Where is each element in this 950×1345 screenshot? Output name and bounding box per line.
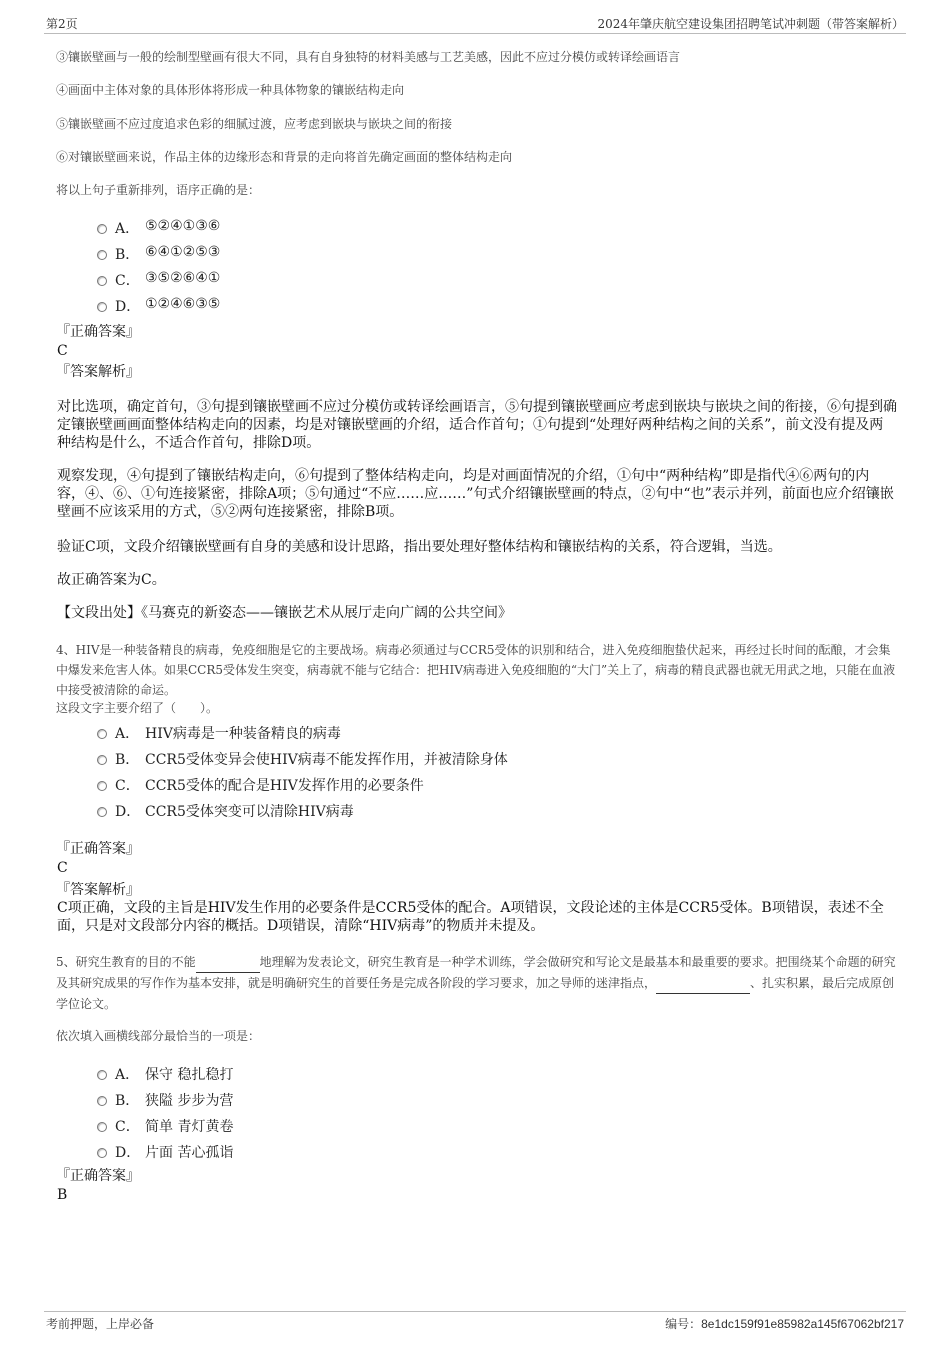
radio-icon[interactable] bbox=[97, 250, 107, 260]
option-letter: A． bbox=[115, 1067, 140, 1083]
stem-part-1: 5、研究生教育的目的不能 bbox=[56, 955, 196, 969]
analysis-label: 『答案解析』 bbox=[56, 364, 140, 380]
option-text: ⑤②④①③⑥ bbox=[145, 218, 221, 234]
statement-5: ⑤镶嵌壁画不应过度追求色彩的细腻过渡，应考虑到嵌块与嵌块之间的衔接 bbox=[56, 117, 453, 131]
option-text: 片面 苦心孤诣 bbox=[145, 1145, 234, 1161]
radio-icon[interactable] bbox=[97, 276, 107, 286]
footer-slogan: 考前押题，上岸必备 bbox=[46, 1317, 155, 1331]
answer-label: 『正确答案』 bbox=[56, 1168, 140, 1184]
radio-icon[interactable] bbox=[97, 1148, 107, 1158]
analysis-paragraph-1: 对比选项，确定首句，③句提到镶嵌壁画不应过分模仿或转译绘画语言，⑤句提到镶嵌壁画应考虑到嵌块与嵌块之间的衔接，⑥句提到确定镶嵌壁画画面整体结构走向的因素，均是对镶嵌壁画的介绍，适合作首句；①句提到“处理好两种结构之间的关系”，前文没有提及两种结构是什么，不适合作首句，排除D项。 bbox=[57, 399, 897, 451]
radio-icon[interactable] bbox=[97, 1122, 107, 1132]
option-letter: D． bbox=[115, 299, 141, 315]
option-letter: B． bbox=[115, 1093, 140, 1109]
option-letter: D． bbox=[115, 1145, 141, 1161]
radio-icon[interactable] bbox=[97, 807, 107, 817]
analysis-paragraph-2: 观察发现，④句提到了镶嵌结构走向，⑥句提到了整体结构走向，均是对画面情况的介绍，①句中“两种结构”即是指代④⑥两句的内容，④、⑥、①句连接紧密，排除A项；⑤句通过“不应……应……”句式介绍镶嵌壁画的特点，②句中“也”表示并列，前面也应介绍镶嵌壁画不应该采用的方式，⑤②两句连接紧密，排除B项。 bbox=[57, 468, 894, 520]
answer-label: 『正确答案』 bbox=[56, 324, 140, 340]
analysis-paragraph-3: 验证C项，文段介绍镶嵌壁画有自身的美感和设计思路，指出要处理好整体结构和镶嵌结构的关系，符合逻辑，当选。 bbox=[57, 539, 782, 555]
question-prompt: 将以上句子重新排列，语序正确的是： bbox=[56, 183, 261, 197]
option-text: 简单 青灯黄卷 bbox=[145, 1119, 234, 1135]
option-text: 狭隘 步步为营 bbox=[145, 1093, 234, 1109]
document-title: 2024年肇庆航空建设集团招聘笔试冲刺题（带答案解析） bbox=[597, 17, 904, 31]
footer-code-value: 8e1dc159f91e85982a145f67062bf217 bbox=[701, 1317, 904, 1331]
header-divider bbox=[44, 33, 906, 34]
option-letter: D． bbox=[115, 804, 141, 820]
footer-divider bbox=[44, 1311, 906, 1312]
option-text: HIV病毒是一种装备精良的病毒 bbox=[145, 726, 341, 742]
answer-value: C bbox=[57, 343, 68, 359]
option-text: ③⑤②⑥④① bbox=[145, 270, 221, 286]
option-letter: C． bbox=[115, 273, 140, 289]
footer-code bbox=[665, 1315, 904, 1332]
passage-source: 【文段出处】《马赛克的新姿态——镶嵌艺术从展厅走向广阔的公共空间》 bbox=[57, 605, 512, 621]
stem-part-2: 地理解为发表论文，研究生教育是一种学术训练，学会做研究和写论文是最基本和最重要的要求。把围绕某个命题的研究及其研究成果的写作作为基本安排，就是明确研究生的首要任务是完成各阶段的学习要求，加之导师的迷津指点， bbox=[56, 955, 896, 990]
statement-3: ③镶嵌壁画与一般的绘制型壁画有很大不同，具有自身独特的材料美感与工艺美感，因此不应过分模仿或转译绘画语言 bbox=[56, 50, 681, 64]
radio-icon[interactable] bbox=[97, 755, 107, 765]
option-text: CCR5受体的配合是HIV发挥作用的必要条件 bbox=[145, 778, 424, 794]
option-letter: B． bbox=[115, 247, 140, 263]
option-text: ①②④⑥③⑤ bbox=[145, 296, 221, 312]
radio-icon[interactable] bbox=[97, 1096, 107, 1106]
page-number: 第2页 bbox=[46, 17, 78, 31]
radio-icon[interactable] bbox=[97, 729, 107, 739]
analysis-label: 『答案解析』 bbox=[56, 882, 140, 898]
option-letter: A． bbox=[115, 726, 140, 742]
radio-icon[interactable] bbox=[97, 302, 107, 312]
analysis-paragraph-4: 故正确答案为C。 bbox=[57, 572, 166, 588]
option-letter: A． bbox=[115, 221, 140, 237]
radio-icon[interactable] bbox=[97, 224, 107, 234]
answer-label: 『正确答案』 bbox=[56, 841, 140, 857]
radio-icon[interactable] bbox=[97, 781, 107, 791]
option-text: CCR5受体变异会使HIV病毒不能发挥作用，并被清除身体 bbox=[145, 752, 508, 768]
stem-part-3: 、扎实积累，最后完成原创学位论文。 bbox=[56, 976, 895, 1011]
question-4-stem: 4、HIV是一种装备精良的病毒，免疫细胞是它的主要战场。病毒必须通过与CCR5受体的识别和结合，进入免疫细胞蛰伏起来，再经过长时间的酝酿，才会集中爆发来危害人体。如果CCR5受体发生突变，病毒就不能与它结合：把HIV病毒进入免疫细胞的“大门”关上了，病毒的精良武器也就无用武之地，只能在血液中接受被清除的命运。 bbox=[56, 643, 896, 697]
statement-6: ⑥对镶嵌壁画来说，作品主体的边缘形态和背景的走向将首先确定画面的整体结构走向 bbox=[56, 150, 513, 164]
option-text: CCR5受体突变可以清除HIV病毒 bbox=[145, 804, 354, 820]
option-letter: B． bbox=[115, 752, 140, 768]
option-text: 保守 稳扎稳打 bbox=[145, 1067, 234, 1083]
answer-value: B bbox=[57, 1187, 68, 1203]
radio-icon[interactable] bbox=[97, 1070, 107, 1080]
question-5-prompt: 依次填入画横线部分最恰当的一项是： bbox=[56, 1029, 261, 1043]
option-letter: C． bbox=[115, 1119, 140, 1135]
fill-blank-2 bbox=[656, 973, 750, 994]
option-letter: C． bbox=[115, 778, 140, 794]
option-text: ⑥④①②⑤③ bbox=[145, 244, 221, 260]
analysis-paragraph: C项正确，文段的主旨是HIV发生作用的必要条件是CCR5受体的配合。A项错误，文段论述的主体是CCR5受体。B项错误，表述不全面，只是对文段部分内容的概括。D项错误，清除“HIV病毒”的物质并未提及。 bbox=[57, 900, 884, 934]
question-4-prompt: 这段文字主要介绍了（ ）。 bbox=[56, 701, 219, 715]
question-5-stem bbox=[56, 952, 899, 1014]
footer-code-label: 编号： bbox=[665, 1317, 702, 1331]
answer-value: C bbox=[57, 860, 68, 876]
statement-4: ④画面中主体对象的具体形体将形成一种具体物象的镶嵌结构走向 bbox=[56, 83, 405, 97]
fill-blank-1 bbox=[196, 952, 260, 973]
